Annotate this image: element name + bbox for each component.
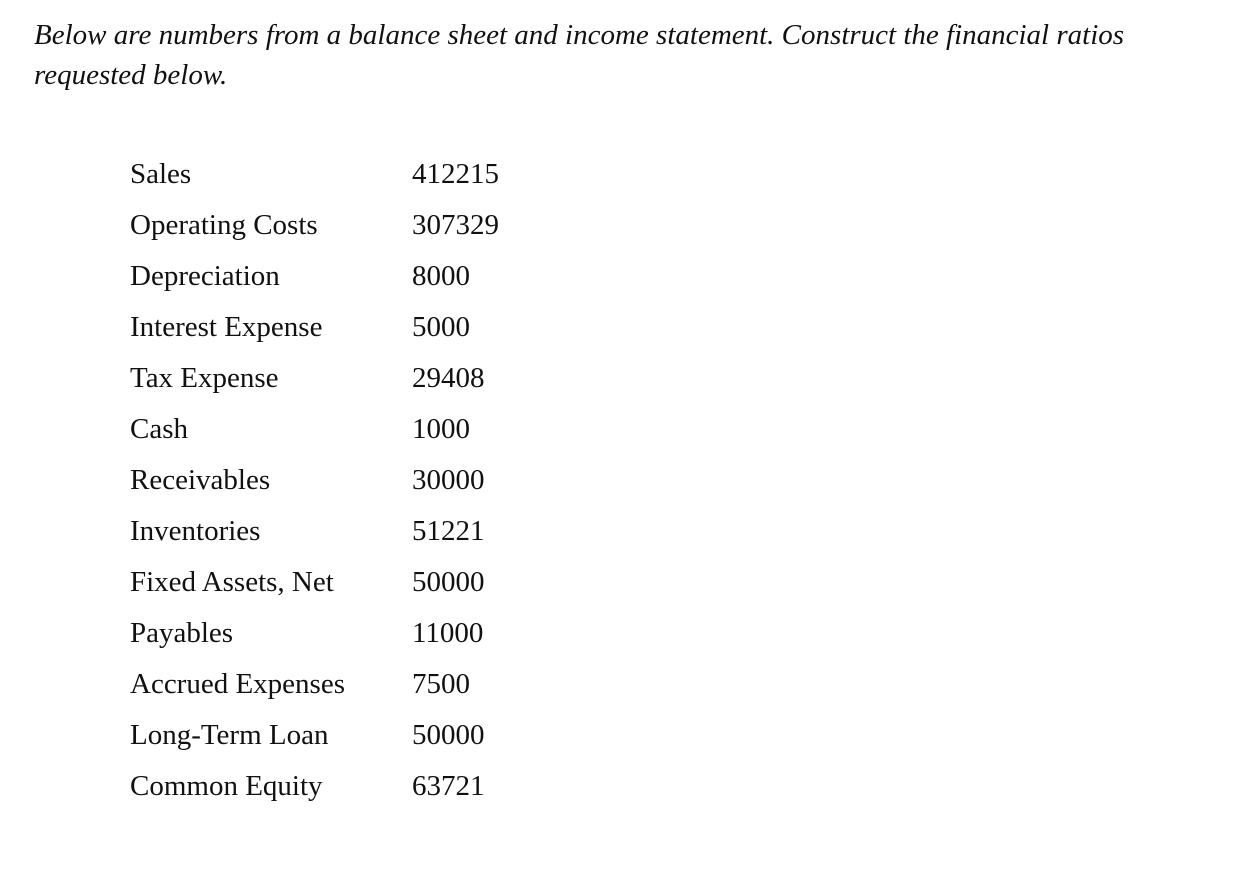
table-row xyxy=(130,659,552,710)
instructions-paragraph xyxy=(34,15,1234,95)
table-row xyxy=(130,251,552,302)
row-label: Receivables xyxy=(130,464,271,496)
table-row xyxy=(130,557,552,608)
row-label: Common Equity xyxy=(130,770,323,802)
row-label: Tax Expense xyxy=(130,362,279,394)
row-label: Inventories xyxy=(130,515,261,547)
row-value: 50000 xyxy=(412,719,485,751)
table-row xyxy=(130,710,552,761)
row-value: 51221 xyxy=(412,515,485,547)
financial-data-table xyxy=(130,149,552,812)
row-label: Payables xyxy=(130,617,234,649)
table-row xyxy=(130,404,552,455)
row-value: 5000 xyxy=(412,311,470,343)
row-value: 7500 xyxy=(412,668,470,700)
table-row xyxy=(130,506,552,557)
row-value: 11000 xyxy=(412,617,484,649)
row-value: 307329 xyxy=(412,209,499,241)
table-row xyxy=(130,200,552,251)
row-value: 30000 xyxy=(412,464,485,496)
row-value: 1000 xyxy=(412,413,470,445)
row-value: 8000 xyxy=(412,260,470,292)
row-label: Operating Costs xyxy=(130,209,318,241)
table-row xyxy=(130,761,552,812)
row-value: 29408 xyxy=(412,362,485,394)
instructions-line-1: Below are numbers from a balance sheet and income statement. Construct the financial ratios xyxy=(34,19,1125,51)
row-label: Sales xyxy=(130,158,192,190)
table-row xyxy=(130,455,552,506)
row-label: Fixed Assets, Net xyxy=(130,566,334,598)
row-value: 50000 xyxy=(412,566,485,598)
row-value: 412215 xyxy=(412,158,499,190)
row-value: 63721 xyxy=(412,770,485,802)
table-row xyxy=(130,608,552,659)
table-row xyxy=(130,149,552,200)
row-label: Cash xyxy=(130,413,188,445)
table-row xyxy=(130,353,552,404)
row-label: Interest Expense xyxy=(130,311,323,343)
table-row xyxy=(130,302,552,353)
instructions-line-2: requested below. xyxy=(34,59,228,91)
row-label: Accrued Expenses xyxy=(130,668,345,700)
row-label: Long-Term Loan xyxy=(130,719,329,751)
row-label: Depreciation xyxy=(130,260,280,292)
